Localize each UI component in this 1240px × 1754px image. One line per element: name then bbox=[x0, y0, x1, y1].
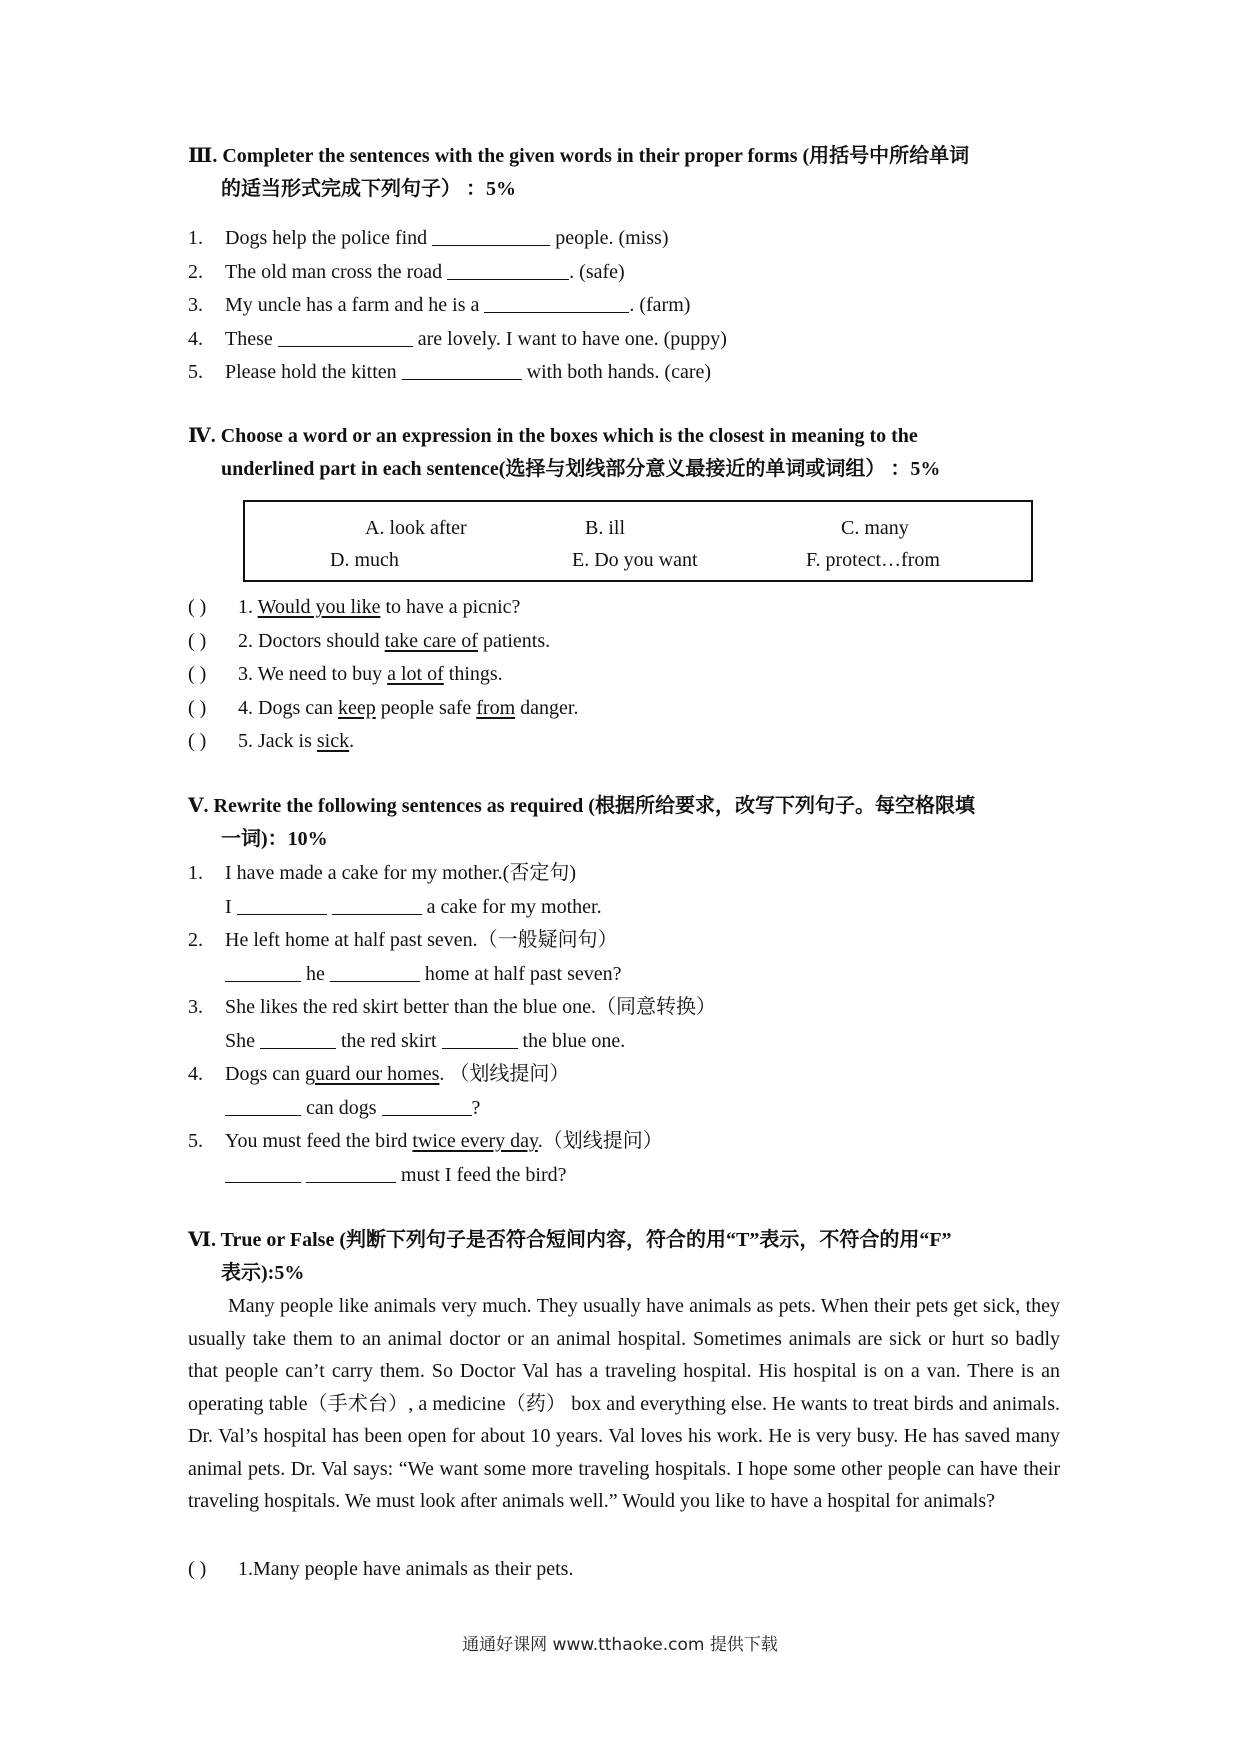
s4-question-5: ( ) 5. Jack is sick. bbox=[188, 725, 1060, 759]
section-5-title bbox=[188, 790, 1060, 856]
section-6-questions bbox=[188, 1553, 1060, 1587]
s5-item-2-rewrite: he home at half past seven? bbox=[188, 958, 1060, 992]
option-c: C. many bbox=[841, 517, 909, 539]
answer-blank[interactable] bbox=[306, 1162, 396, 1183]
answer-parentheses[interactable]: ( ) bbox=[188, 629, 207, 652]
section-5-items bbox=[188, 857, 1060, 1192]
answer-parentheses[interactable]: ( ) bbox=[188, 663, 207, 685]
reading-passage: Many people like animals very much. They usually have animals as pets. When their pets get sick, they usually take them to an animal doctor or an animal hospital. Sometimes animals are sick or hurt so badly that people can’t carry them. So Doctor Val has a traveling hospital. His hospital is on a van. There is an operating table（手术台）, a medicine（药） box and everything else. He wants to treat birds and animals. Dr. Val’s hospital has been open for about 10 years. Val loves his work. He is very busy. He has saved many animal pets. Dr. Val says: “We want some more traveling hospitals. I hope some other people can have their traveling hospitals. We must look after animals well.” Would you like to have a hospital for animals? bbox=[188, 1295, 1060, 1512]
s5-item-5-rewrite: must I feed the bird? bbox=[188, 1159, 1060, 1193]
s5-item-5: 5. You must feed the bird twice every day.（划线提问） bbox=[188, 1130, 663, 1152]
s3-item-2: 2. The old man cross the road . (safe) bbox=[188, 260, 625, 283]
answer-parentheses[interactable]: ( ) bbox=[188, 1558, 207, 1580]
s5-item-3: 3. She likes the red skirt better than the blue one.（同意转换） bbox=[188, 996, 717, 1018]
s6-question-1: ( ) 1.Many people have animals as their pets. bbox=[188, 1553, 1060, 1587]
section-5-title-line1: Ⅴ. Rewrite the following sentences as required (根据所给要求，改写下列句子。每空格限填 bbox=[188, 795, 975, 817]
answer-blank[interactable] bbox=[225, 1095, 301, 1116]
s5-item-1-rewrite: I a cake for my mother. bbox=[225, 895, 602, 918]
section-4-questions bbox=[188, 591, 1060, 759]
answer-blank[interactable] bbox=[484, 292, 629, 313]
section-6-title bbox=[188, 1224, 1060, 1290]
s5-item-3-rewrite: She the red skirt the blue one. bbox=[225, 1029, 626, 1052]
option-d: D. much bbox=[330, 549, 399, 571]
answer-blank[interactable] bbox=[332, 894, 422, 915]
s3-item-4: 4. These are lovely. I want to have one. (puppy) bbox=[188, 327, 727, 350]
answer-blank[interactable] bbox=[402, 359, 522, 380]
option-e: E. Do you want bbox=[572, 549, 698, 571]
s3-item-5: 5. Please hold the kitten with both hands. (care) bbox=[188, 361, 712, 383]
s4-question-2: ( ) 2. Doctors should take care of patients. bbox=[188, 625, 1060, 659]
answer-blank[interactable] bbox=[382, 1095, 472, 1116]
s5-item-4: 4. Dogs can guard our homes. （划线提问） bbox=[188, 1063, 570, 1085]
answer-blank[interactable] bbox=[225, 961, 301, 982]
section-3-title bbox=[188, 140, 1060, 206]
s3-item-1: 1. Dogs help the police find people. (miss) bbox=[188, 227, 669, 249]
section-3-title-line2: 的适当形式完成下列句子） ：5% bbox=[221, 178, 516, 200]
s5-item-4-rewrite: can dogs ? bbox=[188, 1092, 1060, 1126]
s3-item-3: 3. My uncle has a farm and he is a . (farm) bbox=[188, 294, 691, 316]
s4-question-3: ( ) 3. We need to buy a lot of things. bbox=[188, 658, 1060, 692]
s4-question-1: ( ) 1. Would you like to have a picnic? bbox=[188, 591, 1060, 625]
s4-question-4: ( ) 4. Dogs can keep people safe from danger. bbox=[188, 692, 1060, 726]
answer-blank[interactable] bbox=[260, 1028, 336, 1049]
answer-blank[interactable] bbox=[225, 1162, 301, 1183]
section-3-items bbox=[188, 222, 1060, 390]
answer-blank[interactable] bbox=[442, 1028, 518, 1049]
section-4-title bbox=[188, 420, 1060, 486]
section-3-title-line1: Ⅲ. Completer the sentences with the given words in their proper forms (用括号中所给单词 bbox=[188, 145, 970, 167]
s5-item-2: 2. He left home at half past seven.（一般疑问句） bbox=[188, 929, 618, 951]
section-6-title-line1: Ⅵ. True or False (判断下列句子是否符合短间内容，符合的用“T”表示，不符合的用“F” bbox=[188, 1229, 952, 1251]
section-4-title-line2: underlined part in each sentence(选择与划线部分意义最接近的单词或词组） ：5% bbox=[221, 458, 941, 480]
option-f: F. protect…from bbox=[806, 549, 940, 571]
section-5-title-line2: 一词)：10% bbox=[221, 828, 328, 850]
footer-credit: 通通好课网 www.tthaoke.com 提供下载 bbox=[462, 1635, 778, 1655]
options-box bbox=[243, 500, 1033, 582]
s5-item-1: 1. I have made a cake for my mother.(否定句) bbox=[188, 862, 576, 884]
option-a: A. look after bbox=[365, 517, 467, 539]
answer-blank[interactable] bbox=[432, 225, 550, 246]
section-6-title-line2: 表示):5% bbox=[221, 1262, 305, 1284]
answer-blank[interactable] bbox=[447, 259, 569, 280]
answer-blank[interactable] bbox=[278, 326, 413, 347]
answer-blank[interactable] bbox=[330, 961, 420, 982]
option-b: B. ill bbox=[585, 517, 626, 539]
answer-blank[interactable] bbox=[237, 894, 327, 915]
answer-parentheses[interactable]: ( ) bbox=[188, 696, 207, 719]
answer-parentheses[interactable]: ( ) bbox=[188, 730, 207, 752]
answer-parentheses[interactable]: ( ) bbox=[188, 596, 207, 618]
section-4-title-line1: Ⅳ. Choose a word or an expression in the boxes which is the closest in meaning to the bbox=[188, 425, 918, 447]
